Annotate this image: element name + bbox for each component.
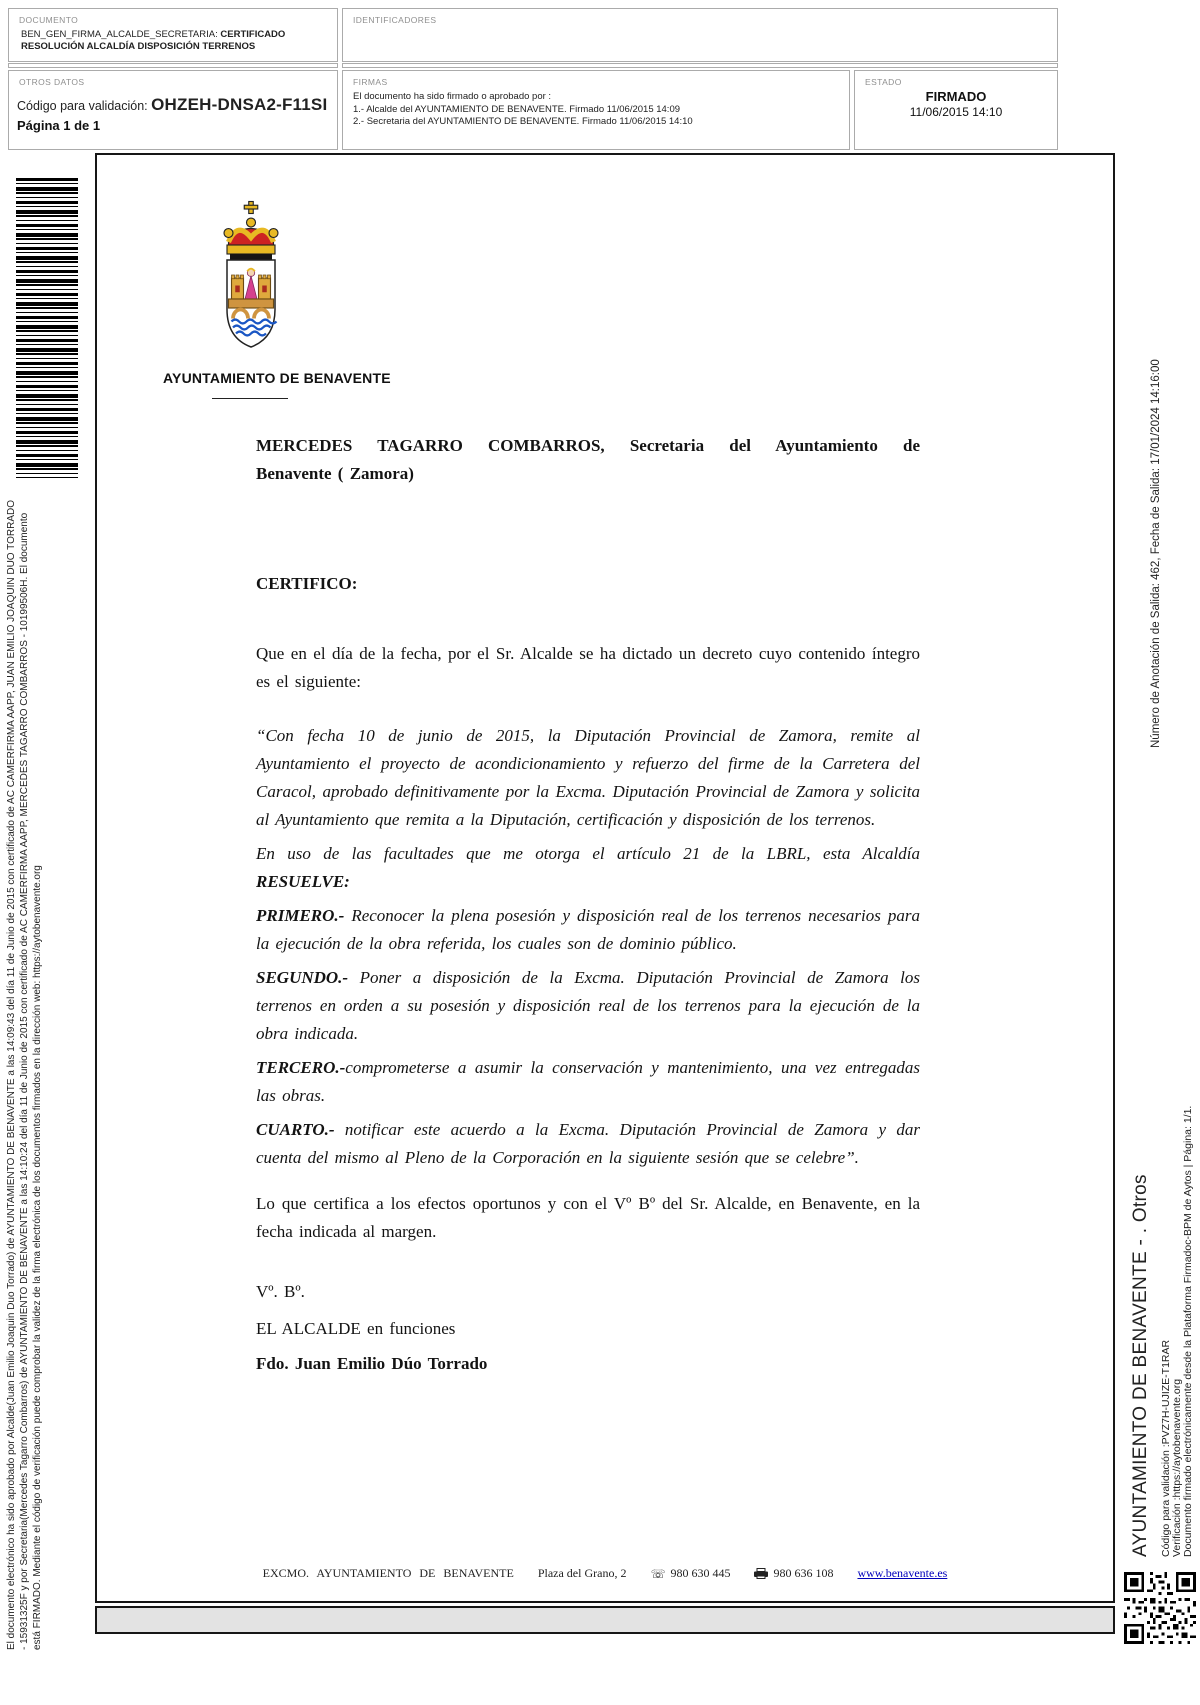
firmas-line: El documento ha sido firmado o aprobado por :: [353, 91, 552, 102]
page-info: Página 1 de 1: [17, 118, 101, 133]
segundo-text: Poner a disposición de la Excma. Diputación Provincial de Zamora los terrenos en orden a su posesión y disposición real de los terrenos para la ejecución de la obra indicada.: [256, 968, 920, 1043]
validation-label: Código para validación:: [17, 99, 152, 113]
phone-icon: ☏: [650, 1566, 666, 1581]
primero-label: PRIMERO.-: [256, 906, 345, 925]
left-margin-signature-line-1: El documento electrónico ha sido aprobado por Alcalde(Juan Emilio Joaquin Duo Torrado) de AYUNTAMIENTO DE BENAVENTE a las 14:09:43 del día 11 de Junio de 2015 con certificado de AC CAMERFIRMA AAPP, JUAN EMILIO JOAQUIN DUO TORRADO: [6, 500, 17, 1650]
org-name-underline: [212, 398, 288, 399]
certifico-heading: CERTIFICO:: [256, 574, 358, 593]
left-margin-signature-line-2: - 15931325F y por Secretaria(Mercedes Tagarro Combarros) de AYUNTAMIENTO DE BENAVENTE a las 14:10:24 del día 11 de Junio de 2015 con certificado de AC CAMERFIRMA AAPP, MERCEDES TAGARRO COMBARROS - 10199506H. El documento: [19, 512, 30, 1650]
secretary-heading-line1: MERCEDES TAGARRO COMBARROS, Secretaria del Ayuntamiento de: [256, 436, 920, 455]
right-margin-verification-url: Verificación :https://aytobenavente.org: [1171, 1378, 1183, 1557]
fax-number: 980 636 108: [773, 1566, 834, 1580]
fax-icon: [754, 1568, 768, 1579]
documento-title: CERTIFICADO RESOLUCIÓN ALCALDÍA DISPOSICIÓN TERRENOS: [21, 29, 286, 52]
estado-label: ESTADO: [865, 77, 902, 87]
firmas-label: FIRMAS: [353, 77, 388, 87]
certifica-paragraph: Lo que certifica a los efectos oportunos y con el Vº Bº del Sr. Alcalde, en Benavente, en la fecha indicada al margen.: [256, 1194, 920, 1241]
footer-address: Plaza del Grano, 2: [537, 1566, 627, 1580]
tercero-label: TERCERO.-: [256, 1058, 346, 1077]
decree-quote-paragraph: “Con fecha 10 de junio de 2015, la Diputación Provincial de Zamora, remite al Ayuntamiento el proyecto de acondicionamiento y refuerzo del firme de la Carretera del Caracol, aprobado definitivamente por la Excma. Diputación Provincial de Zamora y solicita al Ayuntamiento que remita a la Diputación, certificación y disposición de los terrenos.: [256, 726, 920, 829]
identificadores-box: [342, 8, 1058, 62]
tercero-paragraph: [256, 1054, 920, 1110]
page-bottom-strip: [95, 1606, 1115, 1634]
otros-datos-label: OTROS DATOS: [19, 77, 85, 87]
status-badge: FIRMADO: [925, 89, 987, 104]
footer-web-link[interactable]: www.benavente.es: [857, 1566, 948, 1580]
right-margin-salida: Número de Anotación de Salida: 462, Fecha de Salida: 17/01/2024 14:16:00: [1150, 359, 1162, 748]
otros-datos-box: [8, 70, 338, 150]
validation-code: OHZEH-DNSA2-F11SI: [151, 95, 328, 114]
firmas-lines: [343, 87, 849, 129]
intro-paragraph: Que en el día de la fecha, por el Sr. Alcalde se ha dictado un decreto cuyo contenido íntegro es el siguiente:: [256, 644, 920, 691]
footer-org: EXCMO. AYUNTAMIENTO DE BENAVENTE: [262, 1566, 514, 1580]
primero-paragraph: [256, 902, 920, 958]
documento-label: DOCUMENTO: [19, 15, 79, 25]
right-margin-org: AYUNTAMIENTO DE BENAVENTE - . Otros: [1130, 1174, 1151, 1557]
spacer-row-right: [342, 63, 1058, 68]
validation-line: [9, 87, 337, 115]
secretary-heading-line2: Benavente ( Zamora): [256, 464, 414, 483]
documento-content: [9, 25, 337, 53]
right-margin-validation-code: Código para validación :PVZ7H-UJIZE-T1RAR: [1160, 1339, 1172, 1557]
benavente-coat-of-arms: [212, 200, 290, 362]
firmas-line: 2.- Secretaria del AYUNTAMIENTO DE BENAVENTE. Firmado 11/06/2015 14:10: [353, 116, 693, 127]
facultades-paragraph: [256, 840, 920, 896]
spacer-row-left: [8, 63, 338, 68]
firmas-box: [342, 70, 850, 150]
qr-code: [1124, 1572, 1196, 1644]
vobo-line: Vº. Bº.: [256, 1282, 305, 1301]
document-body: [256, 432, 920, 1378]
org-name: AYUNTAMIENTO DE BENAVENTE: [163, 370, 391, 386]
documento-box: [8, 8, 338, 62]
right-margin-platform-note: Documento firmado electrónicamente desde la Plataforma Firmadoc-BPM de Aytos | Página: 1/1.: [1182, 1105, 1194, 1557]
cuarto-text: notificar este acuerdo a la Excma. Diputación Provincial de Zamora y dar cuenta del mismo al Pleno de la Corporación en la siguiente sesión que se celebre”.: [256, 1120, 920, 1167]
alcalde-line: EL ALCALDE en funciones: [256, 1319, 456, 1338]
left-margin-signature-line-3: está FIRMADO. Mediante el código de verificación puede comprobar la validez de la firma electrónica de los documentos firmados en la dirección web: https://aytobenavente.org: [32, 865, 43, 1650]
firmas-line: 1.- Alcalde del AYUNTAMIENTO DE BENAVENTE. Firmado 11/06/2015 14:09: [353, 103, 681, 115]
resuelve-word: RESUELVE:: [256, 872, 350, 891]
cuarto-paragraph: [256, 1116, 920, 1172]
footer-fax: [754, 1566, 833, 1581]
footer-phone: [650, 1566, 730, 1581]
signer-name: Fdo. Juan Emilio Dúo Torrado: [256, 1354, 488, 1373]
segundo-paragraph: [256, 964, 920, 1048]
status-datetime: 11/06/2015 14:10: [909, 105, 1003, 119]
phone-number: 980 630 445: [670, 1566, 731, 1580]
segundo-label: SEGUNDO.-: [256, 968, 349, 987]
cuarto-label: CUARTO.-: [256, 1120, 335, 1139]
documento-code: BEN_GEN_FIRMA_ALCALDE_SECRETARIA:: [21, 29, 218, 40]
tercero-text: comprometerse a asumir la conservación y mantenimiento, una vez entregadas las obras.: [256, 1058, 920, 1105]
identificadores-label: IDENTIFICADORES: [353, 15, 437, 25]
facultades-text: En uso de las facultades que me otorga el artículo 21 de la LBRL, esta Alcaldía: [256, 844, 920, 863]
primero-text: Reconocer la plena posesión y disposición real de los terrenos necesarios para la ejecución de la obra referida, los cuales son de dominio público.: [256, 906, 920, 953]
page-footer: [95, 1566, 1115, 1581]
estado-box: [854, 70, 1058, 150]
barcode: [16, 178, 78, 478]
